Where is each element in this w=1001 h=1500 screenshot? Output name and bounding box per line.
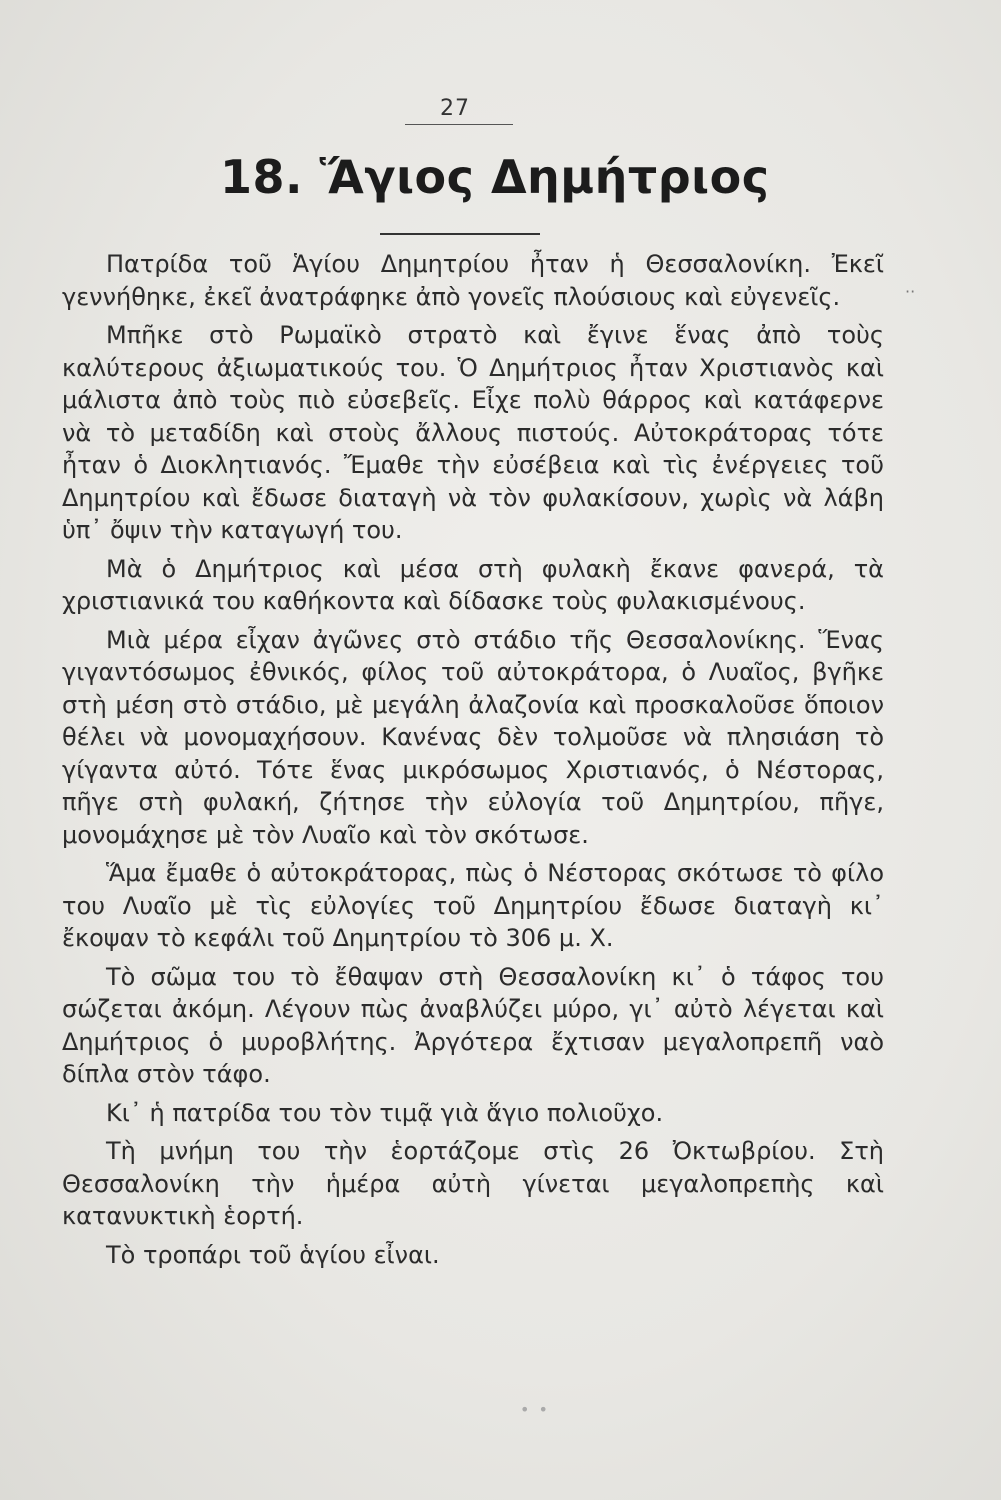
paragraph: Μὰ ὁ Δημήτριος καὶ μέσα στὴ φυλακὴ ἔκανε φανερά, τὰ χριστιανικά του καθήκοντα καὶ δίδασκε τοὺς φυλακισμένους. <box>62 554 884 615</box>
body-text <box>62 248 884 1271</box>
paragraph: Τὸ σῶμα του τὸ ἔθαψαν στὴ Θεσσαλονίκη κι᾿ ὁ τάφος του σώζεται ἀκόμη. Λέγουν πὼς ἀναβλύζει μύρο, γι᾿ αὐτὸ λέγεται καὶ Δημήτριος ὁ μυροβλήτης. Ἀργότερα ἔχτισαν μεγαλοπρεπῆ ναὸ δίπλα στὸν τάφο. <box>62 962 884 1088</box>
paragraph: Κι᾿ ἡ πατρίδα του τὸν τιμᾷ γιὰ ἅγιο πολιοῦχο. <box>106 1098 664 1127</box>
paragraph: Μιὰ μέρα εἶχαν ἀγῶνες στὸ στάδιο τῆς Θεσσαλονίκης. Ἕνας γιγαντόσωμος ἐθνικός, φίλος τοῦ αὐτοκράτορα, ὁ Λυαῖος, βγῆκε στὴ μέση στὸ στάδιο, μὲ μεγάλη ἀλαζονία καὶ προσκαλοῦσε ὅποιον θέλει νὰ μονομαχήσουν. Κανένας δὲν τολμοῦσε νὰ πλησιάση τὸ γίγαντα αὐτό. Τότε ἕνας μικρόσωμος Χριστιανός, ὁ Νέστορας, πῆγε στὴ φυλακή, ζήτησε τὴν εὐλογία τοῦ Δημητρίου, πῆγε, μονομάχησε μὲ τὸν Λυαῖο καὶ τὸν σκότωσε. <box>62 625 884 849</box>
paragraph: Τὸ τροπάρι τοῦ ἁγίου εἶναι. <box>106 1240 440 1269</box>
bottom-mark: • • <box>520 1400 550 1419</box>
chapter-title: 18. Ἅγιος Δημήτριος <box>220 150 770 204</box>
margin-mark: ·· <box>905 282 916 301</box>
page-number: 27 <box>440 96 470 121</box>
paragraph: Μπῆκε στὸ Ρωμαϊκὸ στρατὸ καὶ ἔγινε ἕνας ἀπὸ τοὺς καλύτερους ἀξιωματικούς του. Ὁ Δημήτριος ἦταν Χριστιανὸς καὶ μάλιστα ἀπὸ τοὺς πιὸ εὐσεβεῖς. Εἶχε πολὺ θάρρος καὶ κατάφερνε νὰ τὸ μεταδίδη καὶ στοὺς ἄλλους πιστούς. Αὐτοκράτορας τότε ἦταν ὁ Διοκλητιανός. Ἔμαθε τὴν εὐσέβεια καὶ τὶς ἐνέργειες τοῦ Δημητρίου καὶ ἔδωσε διαταγὴ νὰ τὸν φυλακίσουν, χωρὶς νὰ λάβη ὑπ᾿ ὄψιν τὴν καταγωγή του. <box>62 321 884 544</box>
page-number-rule <box>405 124 513 125</box>
paragraph: Τὴ μνήμη του τὴν ἑορτάζομε στὶς 26 Ὀκτωβρίου. Στὴ Θεσσαλονίκη τὴν ἡμέρα αὐτὴ γίνεται μεγαλοπρεπὴς καὶ κατανυκτικὴ ἑορτή. <box>62 1137 884 1230</box>
title-rule <box>380 233 540 235</box>
paragraph: Πατρίδα τοῦ Ἁγίου Δημητρίου ἦταν ἡ Θεσσαλονίκη. Ἐκεῖ γεννήθηκε, ἐκεῖ ἀνατράφηκε ἀπὸ γονεῖς πλούσιους καὶ εὐγενεῖς. <box>62 250 884 311</box>
paragraph: Ἅμα ἔμαθε ὁ αὐτοκράτορας, πὼς ὁ Νέστορας σκότωσε τὸ φίλο του Λυαῖο μὲ τὶς εὐλογίες τοῦ Δημητρίου ἔδωσε διαταγὴ κι᾿ ἔκοψαν τὸ κεφάλι τοῦ Δημητρίου τὸ 306 μ. Χ. <box>62 859 884 952</box>
